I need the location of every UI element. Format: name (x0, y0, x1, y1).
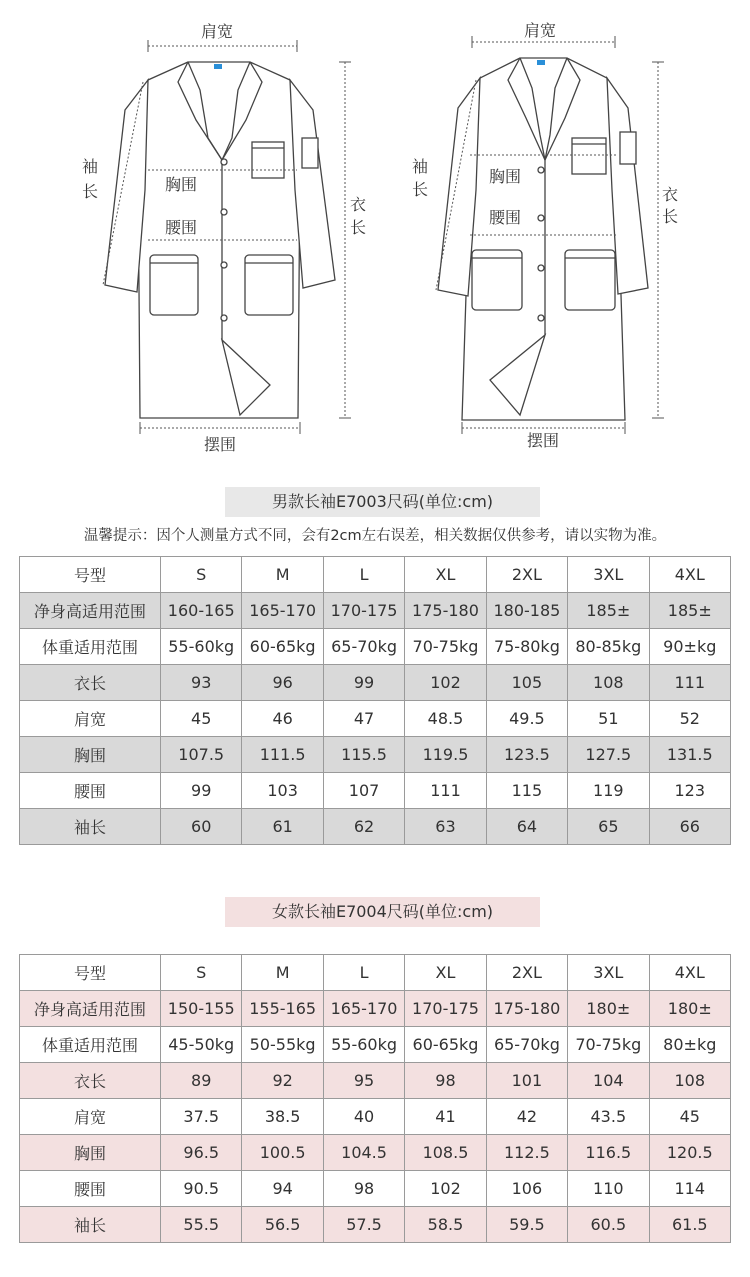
women-size-table (19, 954, 731, 1243)
men-cell: 103 (242, 773, 323, 809)
men-row-height (20, 593, 731, 629)
women-cell: 165-170 (323, 991, 404, 1027)
men-size-title: 男款长袖E7003尺码(单位:cm) (225, 487, 540, 517)
men-header-cell: XL (405, 557, 486, 593)
men-row-label: 净身高适用范围 (20, 593, 161, 629)
men-row-weight (20, 629, 731, 665)
measurement-diagram (0, 0, 750, 470)
women-cell: 116.5 (568, 1135, 649, 1171)
men-cell: 99 (161, 773, 242, 809)
women-row-label: 衣长 (20, 1063, 161, 1099)
men-cell: 185± (649, 593, 730, 629)
female-shoulder-label: 肩宽 (523, 21, 557, 40)
coat-diagrams-svg (0, 0, 750, 470)
men-cell: 123 (649, 773, 730, 809)
women-row-label: 腰围 (20, 1171, 161, 1207)
men-header-row (20, 557, 731, 593)
female-chest-label: 胸围 (488, 167, 522, 186)
women-cell: 70-75kg (568, 1027, 649, 1063)
women-cell: 112.5 (486, 1135, 567, 1171)
men-cell: 70-75kg (405, 629, 486, 665)
men-cell: 65-70kg (323, 629, 404, 665)
women-header-cell: S (161, 955, 242, 991)
women-row-height (20, 991, 731, 1027)
women-cell: 95 (323, 1063, 404, 1099)
measurement-note: 温馨提示：因个人测量方式不同，会有2cm左右误差，相关数据仅供参考，请以实物为准。 (83, 528, 667, 544)
women-cell: 92 (242, 1063, 323, 1099)
men-cell: 107.5 (161, 737, 242, 773)
women-cell: 60.5 (568, 1207, 649, 1243)
men-cell: 111 (649, 665, 730, 701)
men-header-cell: 4XL (649, 557, 730, 593)
men-cell: 131.5 (649, 737, 730, 773)
women-cell: 38.5 (242, 1099, 323, 1135)
men-cell: 52 (649, 701, 730, 737)
women-header-cell: M (242, 955, 323, 991)
men-cell: 48.5 (405, 701, 486, 737)
men-header-cell: 3XL (568, 557, 649, 593)
women-cell: 102 (405, 1171, 486, 1207)
men-cell: 105 (486, 665, 567, 701)
women-cell: 40 (323, 1099, 404, 1135)
men-row-shoulder (20, 701, 731, 737)
women-cell: 101 (486, 1063, 567, 1099)
men-row-label: 袖长 (20, 809, 161, 845)
men-row-waist (20, 773, 731, 809)
men-cell: 49.5 (486, 701, 567, 737)
men-header-cell: 号型 (20, 557, 161, 593)
men-cell: 108 (568, 665, 649, 701)
men-cell: 62 (323, 809, 404, 845)
women-row-sleeve (20, 1207, 731, 1243)
women-cell: 114 (649, 1171, 730, 1207)
men-cell: 107 (323, 773, 404, 809)
men-cell: 127.5 (568, 737, 649, 773)
men-cell: 165-170 (242, 593, 323, 629)
male-length-label-1: 衣 (349, 195, 367, 214)
women-header-cell: XL (405, 955, 486, 991)
men-header-cell: M (242, 557, 323, 593)
women-header-cell: 号型 (20, 955, 161, 991)
male-hem-label: 摆围 (203, 435, 237, 454)
men-cell: 47 (323, 701, 404, 737)
women-header-cell: 3XL (568, 955, 649, 991)
men-row-length (20, 665, 731, 701)
men-cell: 96 (242, 665, 323, 701)
women-cell: 45-50kg (161, 1027, 242, 1063)
women-row-label: 体重适用范围 (20, 1027, 161, 1063)
women-cell: 59.5 (486, 1207, 567, 1243)
women-cell: 42 (486, 1099, 567, 1135)
women-header-cell: 2XL (486, 955, 567, 991)
women-row-label: 净身高适用范围 (20, 991, 161, 1027)
men-cell: 60 (161, 809, 242, 845)
women-cell: 94 (242, 1171, 323, 1207)
women-row-waist (20, 1171, 731, 1207)
men-cell: 66 (649, 809, 730, 845)
women-cell: 108 (649, 1063, 730, 1099)
men-row-label: 肩宽 (20, 701, 161, 737)
women-row-label: 胸围 (20, 1135, 161, 1171)
men-cell: 51 (568, 701, 649, 737)
women-cell: 43.5 (568, 1099, 649, 1135)
men-cell: 180-185 (486, 593, 567, 629)
men-size-table (19, 556, 731, 845)
women-cell: 80±kg (649, 1027, 730, 1063)
women-cell: 180± (568, 991, 649, 1027)
female-collar-tag-icon (537, 60, 545, 65)
women-cell: 170-175 (405, 991, 486, 1027)
men-cell: 63 (405, 809, 486, 845)
women-row-shoulder (20, 1099, 731, 1135)
men-cell: 80-85kg (568, 629, 649, 665)
women-cell: 155-165 (242, 991, 323, 1027)
women-cell: 65-70kg (486, 1027, 567, 1063)
women-row-label: 肩宽 (20, 1099, 161, 1135)
men-cell: 175-180 (405, 593, 486, 629)
women-cell: 98 (405, 1063, 486, 1099)
men-cell: 115.5 (323, 737, 404, 773)
women-header-row (20, 955, 731, 991)
women-cell: 96.5 (161, 1135, 242, 1171)
women-row-weight (20, 1027, 731, 1063)
women-size-title: 女款长袖E7004尺码(单位:cm) (225, 897, 540, 927)
female-hem-label: 摆围 (526, 431, 560, 450)
men-header-cell: L (323, 557, 404, 593)
women-cell: 41 (405, 1099, 486, 1135)
women-row-chest (20, 1135, 731, 1171)
women-cell: 37.5 (161, 1099, 242, 1135)
women-cell: 108.5 (405, 1135, 486, 1171)
women-cell: 61.5 (649, 1207, 730, 1243)
men-cell: 115 (486, 773, 567, 809)
women-row-label: 袖长 (20, 1207, 161, 1243)
men-row-label: 腰围 (20, 773, 161, 809)
men-cell: 99 (323, 665, 404, 701)
men-cell: 123.5 (486, 737, 567, 773)
men-cell: 170-175 (323, 593, 404, 629)
male-collar-tag-icon (214, 64, 222, 69)
women-header-cell: 4XL (649, 955, 730, 991)
men-header-cell: S (161, 557, 242, 593)
male-sleeve-label-2: 长 (81, 182, 99, 201)
men-cell: 65 (568, 809, 649, 845)
female-length-label-1: 衣 (661, 185, 679, 204)
men-cell: 45 (161, 701, 242, 737)
female-waist-label: 腰围 (488, 208, 522, 227)
women-cell: 58.5 (405, 1207, 486, 1243)
women-cell: 180± (649, 991, 730, 1027)
men-cell: 111.5 (242, 737, 323, 773)
women-cell: 150-155 (161, 991, 242, 1027)
men-row-sleeve (20, 809, 731, 845)
women-cell: 55-60kg (323, 1027, 404, 1063)
women-header-cell: L (323, 955, 404, 991)
women-cell: 56.5 (242, 1207, 323, 1243)
men-cell: 119 (568, 773, 649, 809)
women-cell: 175-180 (486, 991, 567, 1027)
men-cell: 93 (161, 665, 242, 701)
women-cell: 89 (161, 1063, 242, 1099)
men-cell: 111 (405, 773, 486, 809)
women-cell: 100.5 (242, 1135, 323, 1171)
female-sleeve-label-2: 长 (411, 180, 429, 199)
men-cell: 46 (242, 701, 323, 737)
men-cell: 160-165 (161, 593, 242, 629)
women-cell: 57.5 (323, 1207, 404, 1243)
men-cell: 61 (242, 809, 323, 845)
men-cell: 90±kg (649, 629, 730, 665)
male-length-label-2: 长 (349, 218, 367, 237)
female-sleeve-label-1: 袖 (411, 157, 429, 176)
women-cell: 110 (568, 1171, 649, 1207)
men-cell: 119.5 (405, 737, 486, 773)
men-row-label: 衣长 (20, 665, 161, 701)
male-waist-label: 腰围 (164, 218, 198, 237)
male-chest-label: 胸围 (164, 175, 198, 194)
women-cell: 106 (486, 1171, 567, 1207)
male-shoulder-label: 肩宽 (200, 22, 234, 41)
men-row-label: 体重适用范围 (20, 629, 161, 665)
women-cell: 45 (649, 1099, 730, 1135)
women-cell: 50-55kg (242, 1027, 323, 1063)
men-cell: 102 (405, 665, 486, 701)
women-cell: 104 (568, 1063, 649, 1099)
women-row-length (20, 1063, 731, 1099)
men-cell: 185± (568, 593, 649, 629)
men-cell: 64 (486, 809, 567, 845)
female-length-label-2: 长 (661, 207, 679, 226)
women-cell: 60-65kg (405, 1027, 486, 1063)
women-cell: 90.5 (161, 1171, 242, 1207)
men-cell: 60-65kg (242, 629, 323, 665)
women-cell: 55.5 (161, 1207, 242, 1243)
men-header-cell: 2XL (486, 557, 567, 593)
women-cell: 104.5 (323, 1135, 404, 1171)
men-row-chest (20, 737, 731, 773)
male-sleeve-label-1: 袖 (81, 157, 99, 176)
women-cell: 120.5 (649, 1135, 730, 1171)
men-cell: 75-80kg (486, 629, 567, 665)
men-cell: 55-60kg (161, 629, 242, 665)
men-row-label: 胸围 (20, 737, 161, 773)
women-cell: 98 (323, 1171, 404, 1207)
